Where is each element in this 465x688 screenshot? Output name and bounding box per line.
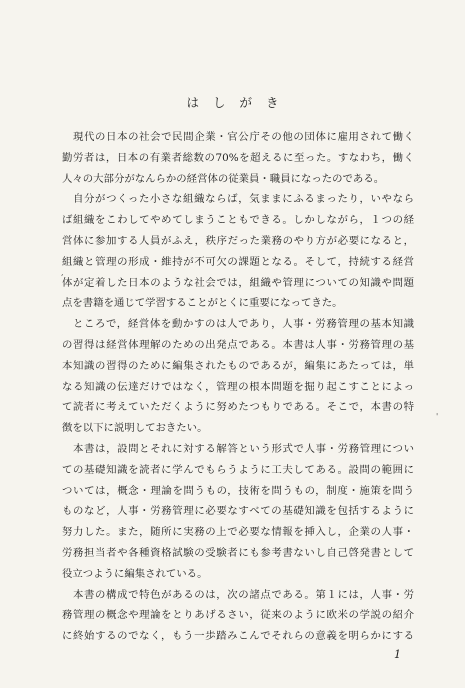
text-line: 努力した。また，随所に実務の上で必要な情報を挿入し，企業の人事・ bbox=[62, 526, 414, 539]
text-line: ものなど，人事・労務管理に必要なすべての基礎知識を包括するように bbox=[62, 505, 414, 518]
paragraph bbox=[62, 314, 414, 439]
text-line: 徴を以下に説明しておきたい。 bbox=[62, 422, 208, 435]
text-line: ば組織をこわしてやめてしまうこともできる。しかしながら，１つの経 bbox=[62, 214, 414, 227]
text-line: ての基礎知識を読者に学んでもらうように工夫してある。設問の範囲に bbox=[62, 463, 414, 476]
paragraph bbox=[62, 585, 414, 647]
text-line: 役立つように編集されている。 bbox=[62, 567, 208, 580]
text-line: 本書は，設問とそれに対する解答という形式で人事・労務管理につい bbox=[73, 442, 414, 455]
text-line: 自分がつくった小さな組織ならば，気ままにふるまったり，いやなら bbox=[73, 193, 414, 206]
stray-mark: ' bbox=[436, 412, 439, 421]
page-title: はしがき bbox=[186, 95, 293, 110]
text-line: 現代の日本の社会で民間企業・官公庁その他の団体に雇用されて働く bbox=[73, 131, 414, 143]
paragraph bbox=[62, 127, 414, 189]
text-line: 本書の構成で特色があるのは，次の諸点である。第１には，人事・労 bbox=[73, 588, 414, 601]
text-line: ところで，経営体を動かすのは人であり，人事・労務管理の基本知識 bbox=[73, 318, 414, 331]
text-line: 人々の大部分がなんらかの経営体の従業員・職員になったのである。 bbox=[62, 172, 385, 185]
text-line: 体が定着した日本のような社会では，組織や管理についての知識や問題 bbox=[62, 276, 414, 289]
text-line: 労務担当者や各種資格試験の受験者にも参考書ないし自己啓発書として bbox=[62, 546, 414, 559]
text-line: 営体に参加する人員がふえ，秩序だった業務のやり方が必要になると， bbox=[62, 234, 414, 247]
stray-mark: , bbox=[61, 268, 64, 277]
paragraph bbox=[62, 439, 414, 585]
text-line: なる知識の伝達だけではなく，管理の根本問題を掘り起こすことによっ bbox=[62, 380, 414, 393]
text-line: 務管理の概念や理論をとりあげるさい，従来のように欧米の学説の紹介 bbox=[62, 609, 414, 622]
text-line: 点を書籍を通じて学習することがとくに重要になってきた。 bbox=[62, 297, 343, 310]
text-line: ついては，概念・理論を問うもの，技術を問うもの，制度・施策を問う bbox=[62, 484, 414, 497]
text-line: 勤労者は，日本の有業者総数の70%を超えるに至った。すなわち，働く bbox=[62, 151, 414, 164]
text-line: に終始するのでなく，もう一歩踏みこんでそれらの意義を明らかにする bbox=[62, 630, 414, 643]
body-text bbox=[62, 127, 414, 647]
page-number: 1 bbox=[394, 648, 401, 661]
text-line: て読者に考えていただくように努めたつもりである。そこで，本書の特 bbox=[62, 401, 414, 414]
text-line: 本知識の習得のために編集されたものであるが，編集にあたっては，単 bbox=[62, 359, 414, 372]
text-line: の習得は経営体理解のための出発点である。本書は人事・労務管理の基 bbox=[62, 338, 414, 351]
paragraph bbox=[62, 189, 414, 314]
text-line: 組織と管理の形成・維持が不可欠の課題となる。そして，持続する経営 bbox=[62, 255, 414, 268]
